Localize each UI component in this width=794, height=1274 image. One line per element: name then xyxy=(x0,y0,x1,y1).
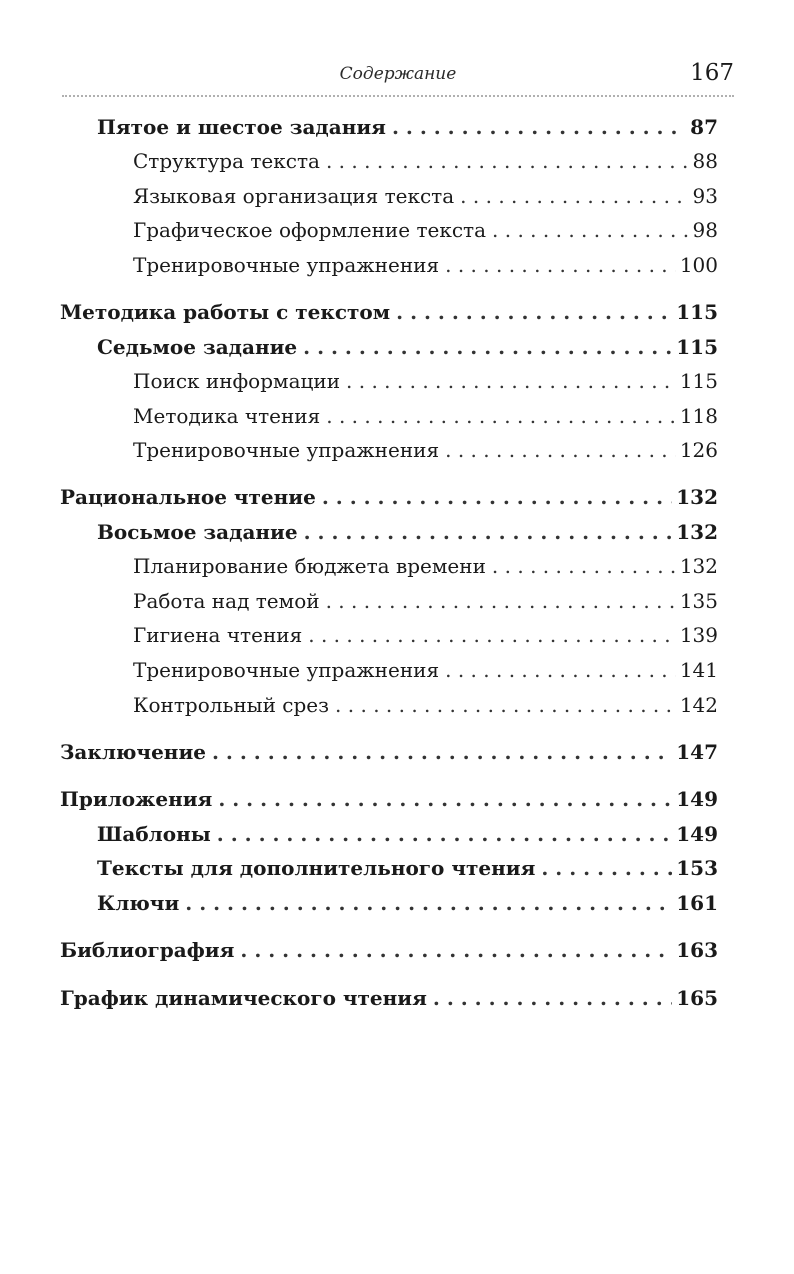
toc-entry xyxy=(97,517,718,547)
toc-entry-title: Шаблоны xyxy=(97,822,211,846)
toc-entry-page: 115 xyxy=(679,369,718,393)
toc-entry-page: 93 xyxy=(692,184,718,208)
toc-entry-title: Структура текста xyxy=(133,149,320,173)
dot-leader xyxy=(492,551,676,581)
dot-leader xyxy=(322,482,672,512)
dot-leader xyxy=(326,401,676,431)
toc-entry-title: Заключение xyxy=(60,740,206,764)
toc-entry-page: 149 xyxy=(676,822,718,846)
toc-entry-title: Языковая организация текста xyxy=(133,184,455,208)
toc-entry-page: 142 xyxy=(679,693,718,717)
toc-entry-page: 153 xyxy=(676,856,718,880)
dot-leader xyxy=(308,620,676,650)
toc-entry xyxy=(133,366,718,396)
toc-entry-title: Ключи xyxy=(97,891,180,915)
dot-leader xyxy=(541,853,672,883)
toc-entry xyxy=(97,853,718,883)
toc-entry xyxy=(97,112,718,142)
toc-entry-page: 100 xyxy=(679,253,718,277)
toc-entry-title: Тренировочные упражнения xyxy=(133,658,440,682)
toc-entry xyxy=(133,250,718,280)
dot-leader xyxy=(445,655,676,685)
dot-leader xyxy=(445,435,676,465)
toc-entry-title: Тексты для дополнительного чтения xyxy=(97,856,536,880)
dot-leader xyxy=(492,215,689,245)
toc-entry xyxy=(60,784,718,814)
toc-entry-page: 165 xyxy=(676,986,718,1010)
toc-entry xyxy=(133,215,718,245)
toc-entry-page: 132 xyxy=(676,485,718,509)
toc-entry xyxy=(133,620,718,650)
toc-entry-page: 88 xyxy=(692,149,718,173)
toc-entry-page: 126 xyxy=(679,438,718,462)
toc-entry xyxy=(97,332,718,362)
toc-entry-title: Библиография xyxy=(60,938,235,962)
toc-entry xyxy=(133,690,718,720)
toc-entry xyxy=(133,181,718,211)
toc-entry-page: 163 xyxy=(676,938,718,962)
toc-entry-title: Методика чтения xyxy=(133,404,321,428)
toc-entry xyxy=(133,586,718,616)
toc-entry xyxy=(133,655,718,685)
dot-leader xyxy=(217,819,672,849)
toc-entry-page: 139 xyxy=(679,623,718,647)
toc-entry-title: Поиск информации xyxy=(133,369,341,393)
dot-leader xyxy=(212,737,672,767)
toc-entry xyxy=(60,297,718,327)
toc-entry-page: 132 xyxy=(676,520,718,544)
toc-entry-page: 161 xyxy=(676,891,718,915)
toc-entry xyxy=(133,435,718,465)
toc-entry xyxy=(133,551,718,581)
dot-leader xyxy=(303,332,672,362)
toc-entry-page: 87 xyxy=(690,115,718,139)
toc-entry-page: 98 xyxy=(692,218,718,242)
toc-entry-title: Восьмое задание xyxy=(97,520,298,544)
toc-entry-page: 141 xyxy=(679,658,718,682)
toc-entry xyxy=(60,935,718,965)
toc-entry xyxy=(97,888,718,918)
dot-leader xyxy=(304,517,673,547)
toc-entry-title: Гигиена чтения xyxy=(133,623,303,647)
header-divider xyxy=(62,95,734,97)
dot-leader xyxy=(460,181,688,211)
toc-entry-page: 115 xyxy=(676,335,718,359)
running-head xyxy=(62,60,734,92)
dot-leader xyxy=(326,146,689,176)
dot-leader xyxy=(326,586,676,616)
page-number: 167 xyxy=(690,60,734,86)
dot-leader xyxy=(445,250,676,280)
running-head-title: Содержание xyxy=(339,64,457,84)
dot-leader xyxy=(346,366,676,396)
toc-entry-title: Графическое оформление текста xyxy=(133,218,487,242)
toc-entry-page: 149 xyxy=(676,787,718,811)
toc-entry-page: 115 xyxy=(676,300,718,324)
toc-entry-page: 132 xyxy=(679,554,718,578)
dot-leader xyxy=(392,112,686,142)
toc-entry xyxy=(60,737,718,767)
dot-leader xyxy=(218,784,672,814)
dot-leader xyxy=(185,888,672,918)
dot-leader xyxy=(335,690,676,720)
toc-entry xyxy=(133,146,718,176)
toc-entry xyxy=(60,482,718,512)
dot-leader xyxy=(240,935,672,965)
dot-leader xyxy=(433,983,672,1013)
toc-entry-title: Рациональное чтение xyxy=(60,485,316,509)
dot-leader xyxy=(396,297,672,327)
toc-entry-title: Тренировочные упражнения xyxy=(133,438,440,462)
toc-entry xyxy=(97,819,718,849)
toc-entry-title: Пятое и шестое задания xyxy=(97,115,386,139)
toc-entry-title: Работа над темой xyxy=(133,589,320,613)
toc-entry xyxy=(60,983,718,1013)
toc-entry-title: Планирование бюджета времени xyxy=(133,554,486,578)
toc-entry-page: 147 xyxy=(676,740,718,764)
toc-entry-title: Контрольный срез xyxy=(133,693,330,717)
toc-entry-title: Тренировочные упражнения xyxy=(133,253,440,277)
toc-entry-title: График динамического чтения xyxy=(60,986,427,1010)
toc-entry-page: 135 xyxy=(679,589,718,613)
toc-entry-title: Приложения xyxy=(60,787,213,811)
toc-entry-title: Методика работы с текстом xyxy=(60,300,391,324)
toc-entry-page: 118 xyxy=(679,404,718,428)
toc-entry-title: Седьмое задание xyxy=(97,335,298,359)
toc-entry xyxy=(133,401,718,431)
